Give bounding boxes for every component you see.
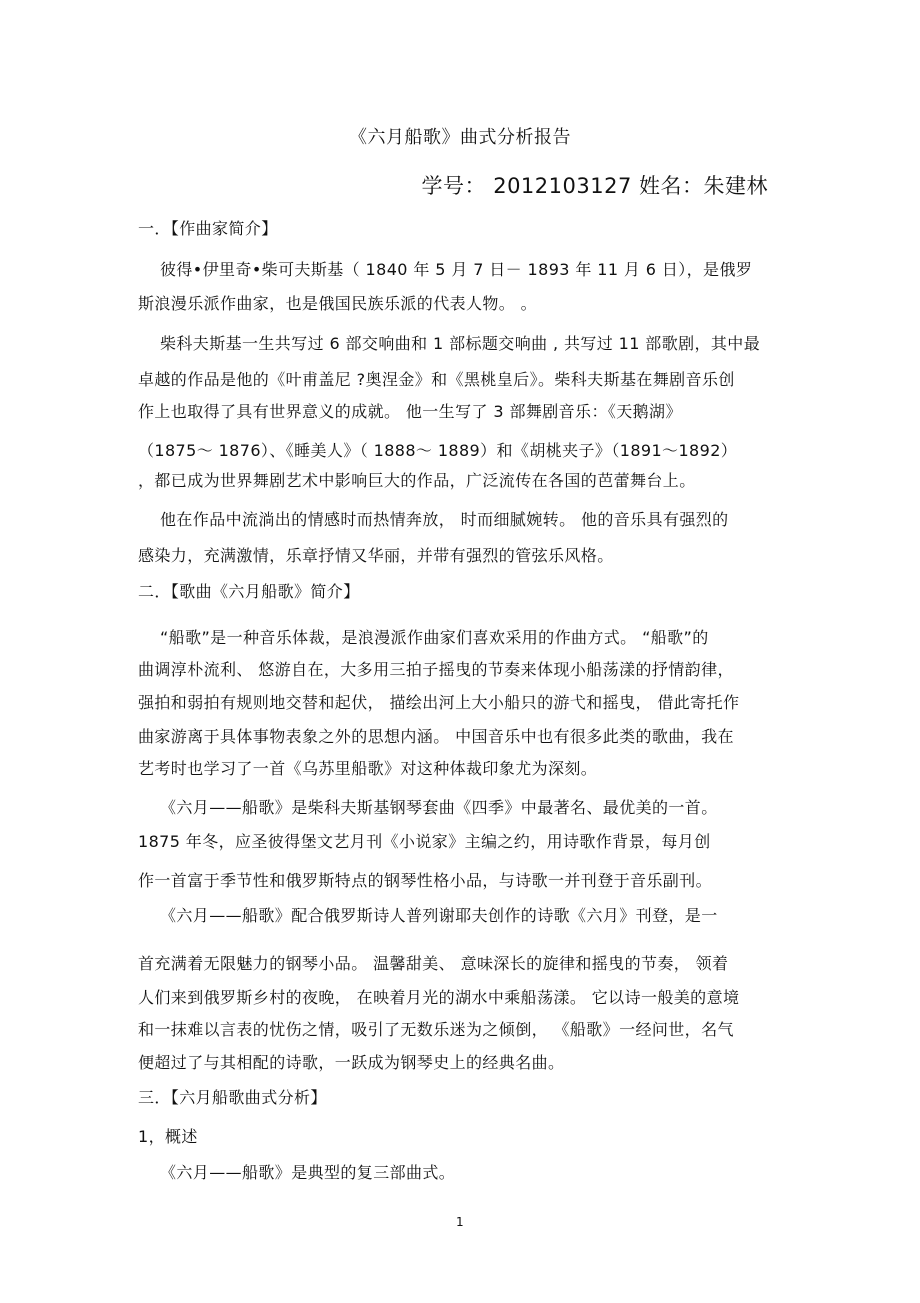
paragraph-line: 艺考时也学习了一首《乌苏里船歌》对这种体裁印象尤为深刻。 [138, 759, 598, 778]
paragraph-line: 感染力，充满激情，乐章抒情又华丽，并带有强烈的管弦乐风格。 [138, 546, 614, 565]
paragraph-line: 彼得•伊里奇•柴可夫斯基（ 1840 年 5 月 7 日－ 1893 年 11 月 6 日），是俄罗 [160, 260, 753, 279]
paragraph-line: （1875～ 1876）、《睡美人》（ 1888～ 1889）和《胡桃夹子》（1891～1892） [138, 441, 738, 460]
paragraph-line: 和一抹难以言表的忧伤之情，吸引了无数乐迷为之倾倒， 《船歌》一经问世，名气 [138, 1020, 734, 1039]
paragraph-line: 《六月——船歌》是典型的复三部曲式。 [160, 1163, 456, 1182]
student-info: 学号： 2012103127 姓名：朱建林 [421, 174, 768, 198]
paragraph-line: 曲调淳朴流利、 悠游自在，大多用三拍子摇曳的节奏来体现小船荡漾的抒情韵律， [138, 660, 734, 679]
paragraph-line: 强拍和弱拍有规则地交替和起伏， 描绘出河上大小船只的游弋和摇曳， 借此寄托作 [138, 693, 740, 712]
paragraph-line: 作上也取得了具有世界意义的成就。 他一生写了 3 部舞剧音乐：《天鹅湖》 [138, 402, 682, 421]
paragraph-line: 曲家游离于具体事物表象之外的思想内涵。 中国音乐中也有很多此类的歌曲，我在 [138, 727, 734, 746]
subsection-heading: 1，概述 [138, 1127, 198, 1146]
paragraph-line: 柴科夫斯基一生共写过 6 部交响曲和 1 部标题交响曲 , 共写过 11 部歌剧，其中最 [160, 334, 761, 353]
section-heading-analysis: 三．【六月船歌曲式分析】 [138, 1088, 327, 1107]
paragraph-line: 人们来到俄罗斯乡村的夜晚， 在映着月光的湖水中乘船荡漾。 它以诗一般美的意境 [138, 988, 740, 1007]
section-heading-song: 二．【歌曲《六月船歌》简介】 [138, 582, 360, 601]
section-heading-composer: 一．【作曲家简介】 [138, 219, 278, 238]
document-title: 《六月船歌》曲式分析报告 [349, 127, 571, 148]
paragraph-line: 他在作品中流淌出的情感时而热情奔放， 时而细腻婉转。 他的音乐具有强烈的 [160, 510, 729, 529]
paragraph-line: 便超过了与其相配的诗歌，一跃成为钢琴史上的经典名曲。 [138, 1053, 565, 1072]
paragraph-line: 《六月——船歌》是柴科夫斯基钢琴套曲《四季》中最著名、最优美的一首。 [160, 798, 718, 817]
page-number: 1 [455, 1215, 465, 1229]
paragraph-line: 首充满着无限魅力的钢琴小品。 温馨甜美、 意味深长的旋律和摇曳的节奏， 领着 [138, 954, 729, 973]
paragraph-line: 1875 年冬，应圣彼得堡文艺月刊《小说家》主编之约，用诗歌作背景，每月创 [138, 832, 711, 851]
paragraph-line: 《六月——船歌》配合俄罗斯诗人普列谢耶夫创作的诗歌《六月》刊登，是一 [160, 906, 718, 925]
paragraph-line: 斯浪漫乐派作曲家，也是俄国民族乐派的代表人物。 。 [138, 294, 538, 313]
paragraph-line: 作一首富于季节性和俄罗斯特点的钢琴性格小品，与诗歌一并刊登于音乐副刊。 [138, 871, 713, 890]
paragraph-line: 卓越的作品是他的《叶甫盖尼 ?奥涅金》和《黑桃皇后》。柴科夫斯基在舞剧音乐创 [138, 370, 735, 389]
paragraph-line: ，都已成为世界舞剧艺术中影响巨大的作品，广泛流传在各国的芭蕾舞台上。 [138, 471, 696, 490]
paragraph-line: “船歌”是一种音乐体裁，是浪漫派作曲家们喜欢采用的作曲方式。 “船歌”的 [160, 628, 709, 647]
